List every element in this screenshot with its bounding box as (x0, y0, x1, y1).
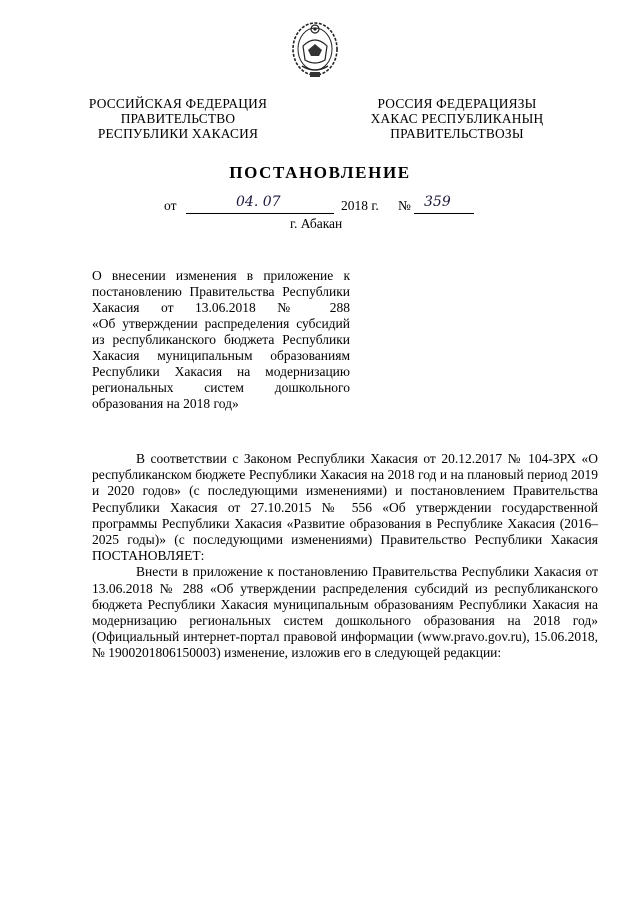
subject-line: О внесении изменения в приложение к (92, 268, 350, 283)
subject-line: Хакасия от 13.06.2018 № 288 (92, 300, 350, 315)
date-year: 2018 г. (341, 198, 379, 213)
subject-line: постановлению Правительства Республики (92, 284, 350, 299)
subject-line: «Об утверждении распределения субсидий (92, 316, 350, 331)
handwritten-number: 359 (424, 194, 451, 210)
header-right-line: РОССИЯ ФЕДЕРАЦИЯЗЫ (377, 96, 537, 111)
header-left-line: РОССИЙСКАЯ ФЕДЕРАЦИЯ (88, 96, 268, 111)
subject-line: региональных систем дошкольного (92, 380, 350, 395)
body-text (92, 451, 598, 662)
header-left-line: ПРАВИТЕЛЬСТВО (120, 111, 236, 126)
number-underline (414, 213, 474, 214)
document-title: ПОСТАНОВЛЕНИЕ (229, 163, 411, 182)
header-left (78, 96, 278, 141)
date-underline (186, 213, 334, 214)
header-right-line: ХАКАС РЕСПУБЛИКАНЫҢ (370, 111, 544, 126)
subject-line: Республики Хакасия на модернизацию (92, 364, 350, 379)
date-line (0, 194, 640, 218)
subject-line: Хакасия муниципальным образованиям (92, 348, 350, 363)
subject-line: образования на 2018 год» (92, 396, 239, 411)
date-prefix: от (164, 198, 177, 213)
subject-line: из республиканского бюджета Республики (92, 332, 350, 347)
body-paragraph: Внести в приложение к постановлению Правительства Республики Хакасия от 13.06.2018 № 288 «Об утверждении распределения субсидий из республиканского бюджета Республики Хакасия муниципальным образованиям Республики Хакасия на модернизацию региональных систем дошкольного образования на 2018 год» (Официальный интернет-портал правовой информации (www.pravo.gov.ru), 15.06.2018, № 1900201806150003) изменение, изложив его в следующей редакции: (92, 564, 598, 661)
body-paragraph: В соответствии с Законом Республики Хакасия от 20.12.2017 № 104-ЗРХ «О республиканском бюджете Республики Хакасия на 2018 год и на плановый период 2019 и 2020 годов» (с последующими изменениями) и постановлением Правительства Республики Хакасия от 27.10.2015 № 556 «Об утверждении государственной программы Республики Хакасия «Развитие образования в Республике Хакасия (2016–2025 годы)» (с последующими изменениями) Правительство Республики Хакасия ПОСТАНОВЛЯЕТ: (92, 451, 598, 564)
header-left-line: РЕСПУБЛИКИ ХАКАСИЯ (97, 126, 259, 141)
handwritten-date: 04. 07 (236, 194, 281, 210)
coat-of-arms-emblem (290, 20, 340, 82)
number-sign: № (398, 198, 411, 213)
city-line: г. Абакан (290, 216, 343, 231)
header-right (352, 96, 562, 141)
subject-block (92, 268, 350, 412)
header-right-line: ПРАВИТЕЛЬСТВОЗЫ (390, 126, 524, 141)
